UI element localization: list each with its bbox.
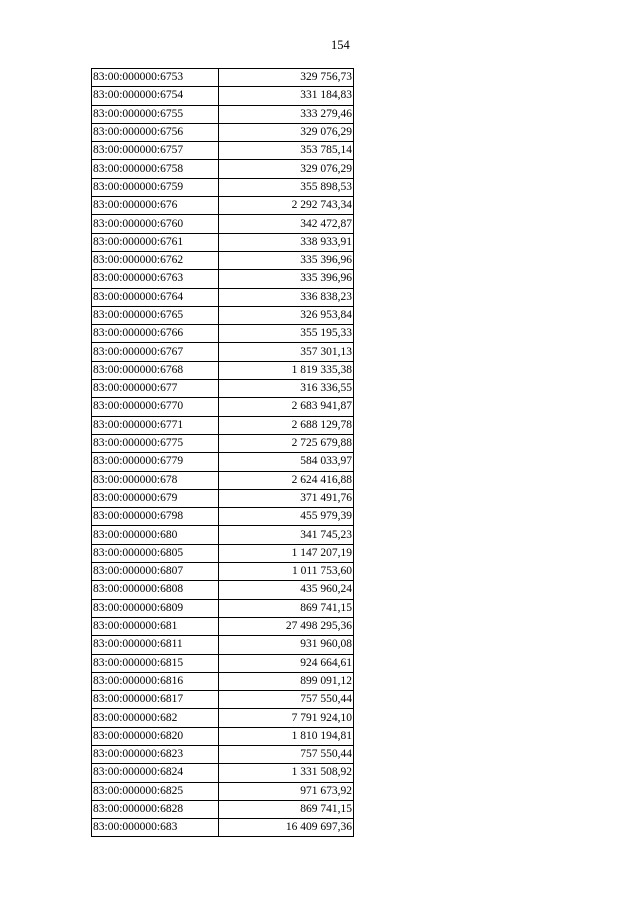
cadastral-number-cell: 83:00:000000:679 xyxy=(92,489,219,507)
cadastral-number-cell: 83:00:000000:6820 xyxy=(92,727,219,745)
cadastral-value-cell: 329 756,73 xyxy=(219,69,354,87)
table-row xyxy=(92,325,354,343)
table-row xyxy=(92,233,354,251)
table-row xyxy=(92,251,354,269)
table-row xyxy=(92,361,354,379)
cadastral-value-cell: 336 838,23 xyxy=(219,288,354,306)
cadastral-number-cell: 83:00:000000:680 xyxy=(92,526,219,544)
table-body xyxy=(92,69,354,837)
table-row xyxy=(92,398,354,416)
table-row xyxy=(92,306,354,324)
cadastral-value-cell: 329 076,29 xyxy=(219,123,354,141)
cadastral-number-cell: 83:00:000000:6823 xyxy=(92,745,219,763)
cadastral-value-cell: 326 953,84 xyxy=(219,306,354,324)
cadastral-value-cell: 353 785,14 xyxy=(219,142,354,160)
cadastral-number-cell: 83:00:000000:6753 xyxy=(92,69,219,87)
cadastral-number-cell: 83:00:000000:678 xyxy=(92,471,219,489)
cadastral-number-cell: 83:00:000000:6761 xyxy=(92,233,219,251)
cadastral-value-cell: 924 664,61 xyxy=(219,654,354,672)
cadastral-value-cell: 329 076,29 xyxy=(219,160,354,178)
cadastral-value-cell: 1 819 335,38 xyxy=(219,361,354,379)
table-row xyxy=(92,581,354,599)
cadastral-value-cell: 455 979,39 xyxy=(219,508,354,526)
cadastral-value-cell: 899 091,12 xyxy=(219,672,354,690)
table-row xyxy=(92,123,354,141)
cadastral-value-cell: 355 898,53 xyxy=(219,178,354,196)
cadastral-number-cell: 83:00:000000:6760 xyxy=(92,215,219,233)
table-row xyxy=(92,782,354,800)
page-number: 154 xyxy=(331,38,350,52)
cadastral-value-cell: 331 184,83 xyxy=(219,87,354,105)
table-row xyxy=(92,563,354,581)
table-row xyxy=(92,142,354,160)
table-row xyxy=(92,617,354,635)
cadastral-number-cell: 83:00:000000:6765 xyxy=(92,306,219,324)
cadastral-number-cell: 83:00:000000:6825 xyxy=(92,782,219,800)
table-row xyxy=(92,197,354,215)
cadastral-value-cell: 869 741,15 xyxy=(219,599,354,617)
table-row xyxy=(92,599,354,617)
cadastral-number-cell: 83:00:000000:676 xyxy=(92,197,219,215)
cadastral-value-cell: 355 195,33 xyxy=(219,325,354,343)
cadastral-number-cell: 83:00:000000:683 xyxy=(92,819,219,837)
table-row xyxy=(92,819,354,837)
cadastral-number-cell: 83:00:000000:6775 xyxy=(92,434,219,452)
table-row xyxy=(92,105,354,123)
cadastral-number-cell: 83:00:000000:6766 xyxy=(92,325,219,343)
cadastral-number-cell: 83:00:000000:6757 xyxy=(92,142,219,160)
cadastral-value-cell: 1 011 753,60 xyxy=(219,563,354,581)
table-row xyxy=(92,343,354,361)
cadastral-value-cell: 371 491,76 xyxy=(219,489,354,507)
table-row xyxy=(92,380,354,398)
cadastral-value-cell: 2 683 941,87 xyxy=(219,398,354,416)
cadastral-number-cell: 83:00:000000:6762 xyxy=(92,251,219,269)
table-row xyxy=(92,288,354,306)
cadastral-value-cell: 1 810 194,81 xyxy=(219,727,354,745)
table-row xyxy=(92,160,354,178)
cadastral-number-cell: 83:00:000000:681 xyxy=(92,617,219,635)
cadastral-value-cell: 584 033,97 xyxy=(219,453,354,471)
table-row xyxy=(92,709,354,727)
table-row xyxy=(92,434,354,452)
cadastral-value-cell: 1 331 508,92 xyxy=(219,764,354,782)
cadastral-number-cell: 83:00:000000:6758 xyxy=(92,160,219,178)
cadastral-number-cell: 83:00:000000:6756 xyxy=(92,123,219,141)
table-row xyxy=(92,800,354,818)
cadastral-value-cell: 16 409 697,36 xyxy=(219,819,354,837)
cadastral-value-cell: 435 960,24 xyxy=(219,581,354,599)
cadastral-value-table xyxy=(91,68,354,837)
cadastral-number-cell: 83:00:000000:6805 xyxy=(92,544,219,562)
cadastral-number-cell: 83:00:000000:6767 xyxy=(92,343,219,361)
table-row xyxy=(92,215,354,233)
table-row xyxy=(92,508,354,526)
cadastral-number-cell: 83:00:000000:6779 xyxy=(92,453,219,471)
cadastral-number-cell: 83:00:000000:6755 xyxy=(92,105,219,123)
cadastral-number-cell: 83:00:000000:6808 xyxy=(92,581,219,599)
cadastral-value-cell: 335 396,96 xyxy=(219,270,354,288)
table-row xyxy=(92,270,354,288)
table-row xyxy=(92,69,354,87)
table-row xyxy=(92,526,354,544)
cadastral-value-cell: 2 688 129,78 xyxy=(219,416,354,434)
table-row xyxy=(92,453,354,471)
table-row xyxy=(92,672,354,690)
cadastral-value-cell: 971 673,92 xyxy=(219,782,354,800)
cadastral-value-cell: 869 741,15 xyxy=(219,800,354,818)
cadastral-value-cell: 2 292 743,34 xyxy=(219,197,354,215)
table-row xyxy=(92,471,354,489)
cadastral-number-cell: 83:00:000000:6768 xyxy=(92,361,219,379)
table-row xyxy=(92,416,354,434)
cadastral-number-cell: 83:00:000000:6764 xyxy=(92,288,219,306)
cadastral-value-cell: 316 336,55 xyxy=(219,380,354,398)
cadastral-value-cell: 931 960,08 xyxy=(219,636,354,654)
cadastral-number-cell: 83:00:000000:6809 xyxy=(92,599,219,617)
cadastral-value-cell: 1 147 207,19 xyxy=(219,544,354,562)
cadastral-value-cell: 2 725 679,88 xyxy=(219,434,354,452)
cadastral-number-cell: 83:00:000000:6770 xyxy=(92,398,219,416)
cadastral-number-cell: 83:00:000000:6811 xyxy=(92,636,219,654)
cadastral-number-cell: 83:00:000000:6798 xyxy=(92,508,219,526)
cadastral-number-cell: 83:00:000000:6754 xyxy=(92,87,219,105)
cadastral-value-cell: 338 933,91 xyxy=(219,233,354,251)
table-row xyxy=(92,654,354,672)
cadastral-value-cell: 333 279,46 xyxy=(219,105,354,123)
table-row xyxy=(92,691,354,709)
cadastral-value-cell: 357 301,13 xyxy=(219,343,354,361)
table-row xyxy=(92,544,354,562)
table-row xyxy=(92,489,354,507)
cadastral-number-cell: 83:00:000000:6807 xyxy=(92,563,219,581)
cadastral-value-cell: 342 472,87 xyxy=(219,215,354,233)
cadastral-value-cell: 757 550,44 xyxy=(219,691,354,709)
cadastral-number-cell: 83:00:000000:677 xyxy=(92,380,219,398)
table-row xyxy=(92,178,354,196)
cadastral-value-cell: 757 550,44 xyxy=(219,745,354,763)
cadastral-number-cell: 83:00:000000:682 xyxy=(92,709,219,727)
cadastral-value-cell: 341 745,23 xyxy=(219,526,354,544)
table-row xyxy=(92,87,354,105)
cadastral-number-cell: 83:00:000000:6828 xyxy=(92,800,219,818)
cadastral-number-cell: 83:00:000000:6763 xyxy=(92,270,219,288)
cadastral-value-cell: 2 624 416,88 xyxy=(219,471,354,489)
cadastral-number-cell: 83:00:000000:6816 xyxy=(92,672,219,690)
cadastral-number-cell: 83:00:000000:6824 xyxy=(92,764,219,782)
table-row xyxy=(92,745,354,763)
table-row xyxy=(92,636,354,654)
table-row xyxy=(92,764,354,782)
cadastral-number-cell: 83:00:000000:6771 xyxy=(92,416,219,434)
table-row xyxy=(92,727,354,745)
cadastral-number-cell: 83:00:000000:6817 xyxy=(92,691,219,709)
cadastral-value-cell: 335 396,96 xyxy=(219,251,354,269)
cadastral-value-cell: 27 498 295,36 xyxy=(219,617,354,635)
cadastral-number-cell: 83:00:000000:6815 xyxy=(92,654,219,672)
cadastral-number-cell: 83:00:000000:6759 xyxy=(92,178,219,196)
cadastral-value-cell: 7 791 924,10 xyxy=(219,709,354,727)
